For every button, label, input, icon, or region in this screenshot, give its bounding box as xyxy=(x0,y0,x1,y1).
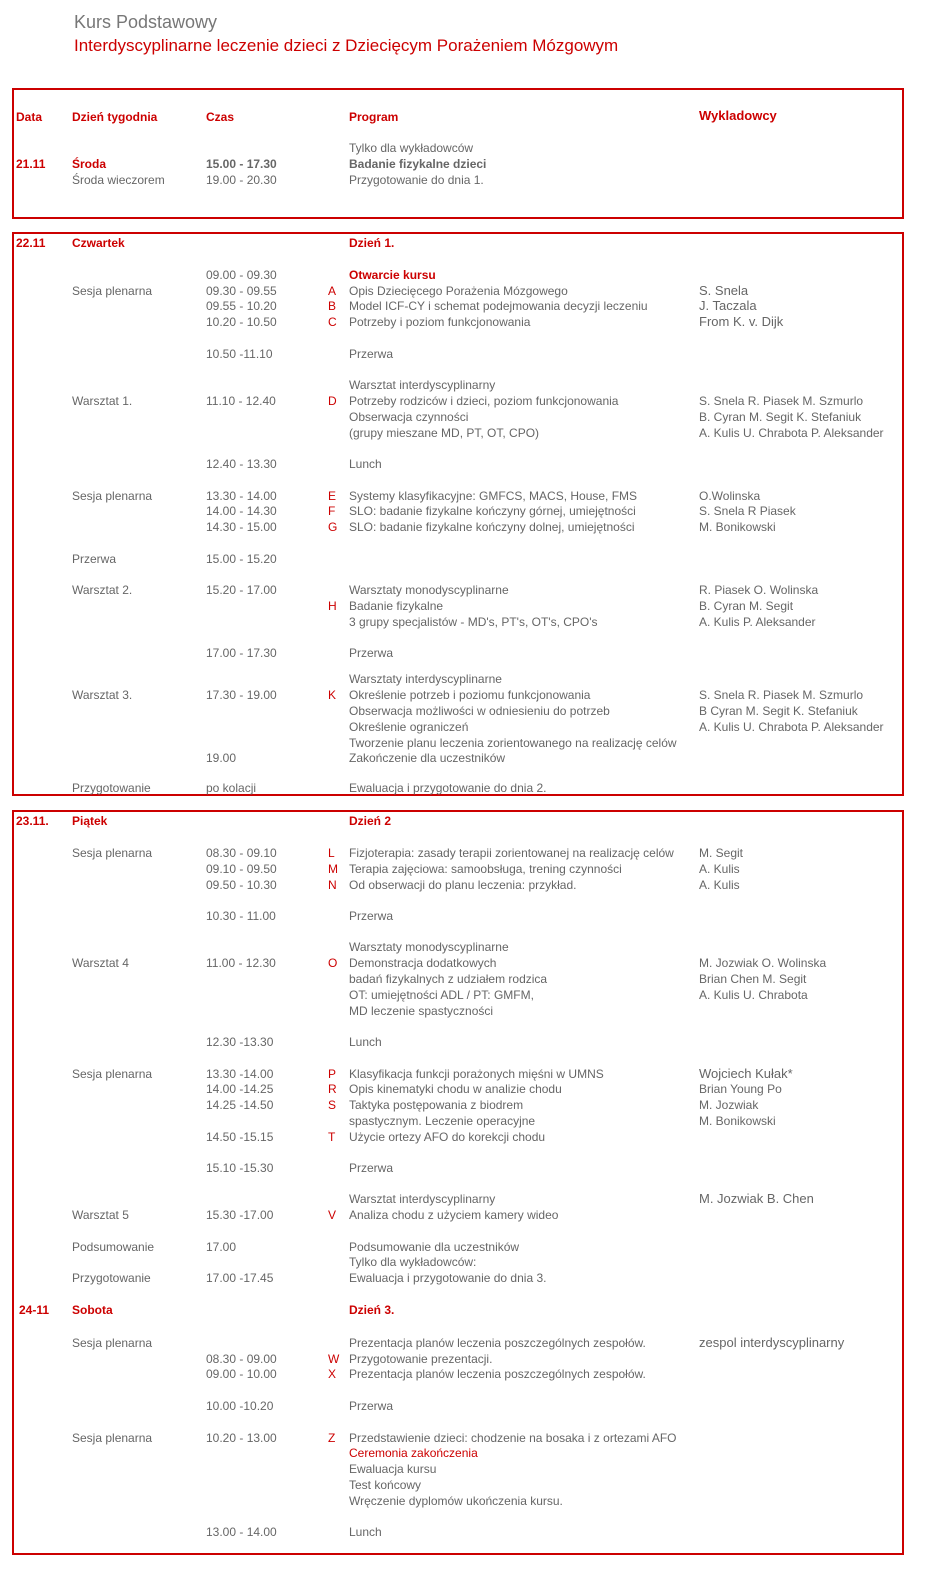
program-cell: Dzień 1. xyxy=(349,236,395,250)
lecturer-cell: S. Snela R Piasek xyxy=(699,504,796,518)
lecturer-cell: M. Segit xyxy=(699,846,744,860)
time-cell: 19.00 - 20.30 xyxy=(206,173,277,187)
day-cell: Przygotowanie xyxy=(72,1271,151,1285)
program-cell: Potrzeby rodziców i dzieci, poziom funkcjonowania xyxy=(349,394,619,408)
program-cell: Ewaluacja i przygotowanie do dnia 3. xyxy=(349,1271,547,1285)
time-cell: 14.25 -14.50 xyxy=(206,1098,274,1112)
program-cell: Lunch xyxy=(349,457,382,471)
program-cell: Demonstracja dodatkowych xyxy=(349,956,497,970)
program-cell: Zakończenie dla uczestników xyxy=(349,751,506,765)
day-cell: Podsumowanie xyxy=(72,1240,155,1254)
lecturer-cell: A. Kulis U. Chrabota P. Aleksander xyxy=(699,720,884,734)
session-letter: O xyxy=(328,956,338,970)
program-cell: Badanie fizykalne dzieci xyxy=(349,157,487,171)
lecturer-cell: A. Kulis P. Aleksander xyxy=(699,615,816,629)
session-letter: A xyxy=(328,284,337,298)
day-cell: Sesja plenarna xyxy=(72,846,153,860)
program-cell: Analiza chodu z użyciem kamery wideo xyxy=(349,1208,559,1222)
program-cell: Przygotowanie do dnia 1. xyxy=(349,173,484,187)
time-cell: 15.10 -15.30 xyxy=(206,1161,274,1175)
day-cell: Warsztat 1. xyxy=(72,394,133,408)
day-cell: Piątek xyxy=(72,814,108,828)
day-cell: Sesja plenarna xyxy=(72,1431,153,1445)
day-cell: Sesja plenarna xyxy=(72,489,153,503)
header-time: Czas xyxy=(206,110,235,124)
program-cell: badań fizykalnych z udziałem rodzica xyxy=(349,972,548,986)
day-cell: Warsztat 2. xyxy=(72,583,133,597)
program-cell: Klasyfikacja funkcji porażonych mięśni w UMNS xyxy=(349,1067,604,1081)
program-cell: Opis kinematyki chodu w analizie chodu xyxy=(349,1082,562,1096)
program-cell: Terapia zajęciowa: samoobsługa, trening czynności xyxy=(349,862,622,876)
session-letter: G xyxy=(328,520,338,534)
program-cell: 3 grupy specjalistów - MD's, PT's, OT's, CPO's xyxy=(349,615,598,629)
lecturer-cell: O.Wolinska xyxy=(699,489,761,503)
session-letter: V xyxy=(328,1208,337,1222)
header-date: Data xyxy=(16,110,43,124)
header-lecturers: Wykladowcy xyxy=(699,108,777,123)
time-cell: 09.00 - 10.00 xyxy=(206,1367,277,1381)
session-letter: T xyxy=(328,1130,336,1144)
time-cell: 10.30 - 11.00 xyxy=(206,909,276,923)
program-cell: MD leczenie spastyczności xyxy=(349,1004,494,1018)
session-letter: H xyxy=(328,599,337,613)
program-cell: SLO: badanie fizykalne kończyny górnej, umiejętności xyxy=(349,504,636,518)
lecturer-cell: S. Snela R. Piasek M. Szmurlo xyxy=(699,688,864,702)
time-cell: 10.00 -10.20 xyxy=(206,1399,274,1413)
lecturer-cell: M. Jozwiak B. Chen xyxy=(699,1191,814,1206)
lecturer-cell: From K. v. Dijk xyxy=(699,314,784,329)
day-cell: Warsztat 4 xyxy=(72,956,129,970)
lecturer-cell: B Cyran M. Segit K. Stefaniuk xyxy=(699,704,858,718)
program-cell: Przedstawienie dzieci: chodzenie na bosaka i z ortezami AFO xyxy=(349,1431,677,1445)
session-letter: K xyxy=(328,688,337,702)
program-cell: Warsztaty interdyscyplinarne xyxy=(349,672,502,686)
program-cell: Warsztat interdyscyplinarny xyxy=(349,1192,496,1206)
lecturer-cell: J. Taczala xyxy=(699,298,757,313)
program-cell: Lunch xyxy=(349,1035,382,1049)
lecturer-cell: A. Kulis xyxy=(699,862,740,876)
date-cell: 23.11. xyxy=(16,814,49,828)
time-cell: 17.00 - 17.30 xyxy=(206,646,277,660)
program-cell: Użycie ortezy AFO do korekcji chodu xyxy=(349,1130,546,1144)
program-cell: Ewaluacja i przygotowanie do dnia 2. xyxy=(349,781,547,795)
program-cell: Określenie potrzeb i poziomu funkcjonowania xyxy=(349,688,591,702)
time-cell: 19.00 xyxy=(206,751,237,765)
date-cell: 24-11 xyxy=(19,1303,50,1317)
day-cell: Przerwa xyxy=(72,552,117,566)
time-cell: 17.00 -17.45 xyxy=(206,1271,274,1285)
day-cell: Sesja plenarna xyxy=(72,1067,153,1081)
program-cell: Opis Dziecięcego Porażenia Mózgowego xyxy=(349,284,568,298)
time-cell: 13.30 - 14.00 xyxy=(206,489,277,503)
program-cell: Przygotowanie prezentacji. xyxy=(349,1352,493,1366)
session-letter: B xyxy=(328,299,337,313)
program-cell: Obserwacja możliwości w odniesieniu do potrzeb xyxy=(349,704,610,718)
program-cell: Podsumowanie dla uczestników xyxy=(349,1240,520,1254)
program-cell: Przerwa xyxy=(349,347,394,361)
program-cell: Od obserwacji do planu leczenia: przykład. xyxy=(349,878,577,892)
course-title: Kurs Podstawowy xyxy=(74,12,218,32)
time-cell: 10.20 - 10.50 xyxy=(206,315,277,329)
time-cell: 08.30 - 09.10 xyxy=(206,846,277,860)
time-cell: 14.50 -15.15 xyxy=(206,1130,274,1144)
day-cell: Sesja plenarna xyxy=(72,1336,153,1350)
time-cell: 09.10 - 09.50 xyxy=(206,862,277,876)
course-subtitle: Interdyscyplinarne leczenie dzieci z Dziecięcym Porażeniem Mózgowym xyxy=(74,36,619,55)
program-cell: SLO: badanie fizykalne kończyny dolnej, umiejętności xyxy=(349,520,635,534)
day-cell: Warsztat 3. xyxy=(72,688,133,702)
program-cell: Test końcowy xyxy=(349,1478,422,1492)
time-cell: po kolacji xyxy=(206,781,257,795)
time-cell: 14.30 - 15.00 xyxy=(206,520,277,534)
program-cell: OT: umiejętności ADL / PT: GMFM, xyxy=(349,988,534,1002)
lecturer-cell: M. Bonikowski xyxy=(699,1114,776,1128)
time-cell: 15.20 - 17.00 xyxy=(206,583,277,597)
time-cell: 15.00 - 15.20 xyxy=(206,552,277,566)
program-cell: Fizjoterapia: zasady terapii zorientowanej na realizację celów xyxy=(349,846,674,860)
time-cell: 09.50 - 10.30 xyxy=(206,878,277,892)
program-cell: Określenie ograniczeń xyxy=(349,720,469,734)
session-letter: E xyxy=(328,489,337,503)
time-cell: 09.00 - 09.30 xyxy=(206,268,277,282)
session-letter: M xyxy=(328,862,338,876)
program-cell: Przerwa xyxy=(349,1399,394,1413)
time-cell: 09.55 - 10.20 xyxy=(206,299,277,313)
lecturer-cell: S. Snela xyxy=(699,283,749,298)
program-cell: Dzień 3. xyxy=(349,1303,395,1317)
lecturer-cell: B. Cyran M. Segit xyxy=(699,599,794,613)
time-cell: 14.00 - 14.30 xyxy=(206,504,277,518)
time-cell: 12.40 - 13.30 xyxy=(206,457,277,471)
session-letter: P xyxy=(328,1067,337,1081)
day-cell: Środa wieczorem xyxy=(72,173,165,187)
lecturer-cell: S. Snela R. Piasek M. Szmurlo xyxy=(699,394,864,408)
program-cell: Prezentacja planów leczenia poszczególnych zespołów. xyxy=(349,1367,646,1381)
program-cell: Model ICF-CY i schemat podejmowania decyzji leczeniu xyxy=(349,299,648,313)
lecturer-cell: zespol interdyscyplinarny xyxy=(699,1335,845,1350)
lecturer-cell: Wojciech Kułak* xyxy=(699,1066,793,1081)
program-cell: Tylko dla wykładowców: xyxy=(349,1255,477,1269)
program-cell: Przerwa xyxy=(349,1161,394,1175)
program-cell: Prezentacja planów leczenia poszczególnych zespołów. xyxy=(349,1336,646,1350)
time-cell: 15.30 -17.00 xyxy=(206,1208,274,1222)
time-cell: 11.10 - 12.40 xyxy=(206,394,276,408)
program-cell: Wręczenie dyplomów ukończenia kursu. xyxy=(349,1494,563,1508)
lecturer-cell: A. Kulis U. Chrabota xyxy=(699,988,808,1002)
day-cell: Przygotowanie xyxy=(72,781,151,795)
session-letter: S xyxy=(328,1098,337,1112)
session-letter: X xyxy=(328,1367,337,1381)
day-cell: Czwartek xyxy=(72,236,125,250)
session-letter: D xyxy=(328,394,337,408)
day-cell: Środa xyxy=(72,157,107,171)
session-letter: F xyxy=(328,504,336,518)
time-cell: 17.00 xyxy=(206,1240,237,1254)
program-cell: Ewaluacja kursu xyxy=(349,1462,437,1476)
lecturer-cell: M. Jozwiak O. Wolinska xyxy=(699,956,827,970)
header-day: Dzień tygodnia xyxy=(72,110,158,124)
lecturer-cell: A. Kulis U. Chrabota P. Aleksander xyxy=(699,426,884,440)
lecturer-cell: Brian Young Po xyxy=(699,1082,782,1096)
time-cell: 14.00 -14.25 xyxy=(206,1082,274,1096)
session-letter: Z xyxy=(328,1431,336,1445)
program-cell: Tworzenie planu leczenia zorientowanego na realizację celów xyxy=(349,736,677,750)
program-cell: Taktyka postępowania z biodrem xyxy=(349,1098,524,1112)
program-cell: Lunch xyxy=(349,1525,382,1539)
program-cell: Tylko dla wykładowców xyxy=(349,141,474,155)
program-cell: Potrzeby i poziom funkcjonowania xyxy=(349,315,531,329)
time-cell: 10.50 -11.10 xyxy=(206,347,273,361)
day-cell: Warsztat 5 xyxy=(72,1208,129,1222)
program-cell: spastycznym. Leczenie operacyjne xyxy=(349,1114,536,1128)
time-cell: 12.30 -13.30 xyxy=(206,1035,274,1049)
program-cell: Warsztaty monodyscyplinarne xyxy=(349,940,509,954)
day-cell: Sesja plenarna xyxy=(72,284,153,298)
date-cell: 22.11 xyxy=(16,236,46,250)
time-cell: 15.00 - 17.30 xyxy=(206,157,277,171)
lecturer-cell: B. Cyran M. Segit K. Stefaniuk xyxy=(699,410,862,424)
program-cell: Przerwa xyxy=(349,646,394,660)
program-cell: Warsztaty monodyscyplinarne xyxy=(349,583,509,597)
header-program: Program xyxy=(349,110,399,124)
lecturer-cell: Brian Chen M. Segit xyxy=(699,972,807,986)
time-cell: 13.30 -14.00 xyxy=(206,1067,274,1081)
lecturer-cell: A. Kulis xyxy=(699,878,740,892)
program-cell: Przerwa xyxy=(349,909,394,923)
program-cell: Obserwacja czynności xyxy=(349,410,469,424)
time-cell: 10.20 - 13.00 xyxy=(206,1431,277,1445)
program-cell: Dzień 2 xyxy=(349,814,392,828)
lecturer-cell: M. Bonikowski xyxy=(699,520,776,534)
lecturer-cell: M. Jozwiak xyxy=(699,1098,759,1112)
session-letter: C xyxy=(328,315,337,329)
time-cell: 17.30 - 19.00 xyxy=(206,688,277,702)
program-cell: Warsztat interdyscyplinarny xyxy=(349,378,496,392)
program-cell: Ceremonia zakończenia xyxy=(349,1446,478,1460)
session-letter: L xyxy=(328,846,335,860)
program-cell: Badanie fizykalne xyxy=(349,599,444,613)
date-cell: 21.11 xyxy=(16,157,46,171)
program-cell: Systemy klasyfikacyjne: GMFCS, MACS, House, FMS xyxy=(349,489,638,503)
time-cell: 11.00 - 12.30 xyxy=(206,956,276,970)
day-cell: Sobota xyxy=(72,1303,113,1317)
time-cell: 09.30 - 09.55 xyxy=(206,284,277,298)
session-letter: R xyxy=(328,1082,337,1096)
program-cell: Otwarcie kursu xyxy=(349,268,436,282)
session-letter: N xyxy=(328,878,337,892)
time-cell: 08.30 - 09.00 xyxy=(206,1352,277,1366)
program-cell: (grupy mieszane MD, PT, OT, CPO) xyxy=(349,426,540,440)
lecturer-cell: R. Piasek O. Wolinska xyxy=(699,583,819,597)
session-letter: W xyxy=(328,1352,340,1366)
time-cell: 13.00 - 14.00 xyxy=(206,1525,277,1539)
